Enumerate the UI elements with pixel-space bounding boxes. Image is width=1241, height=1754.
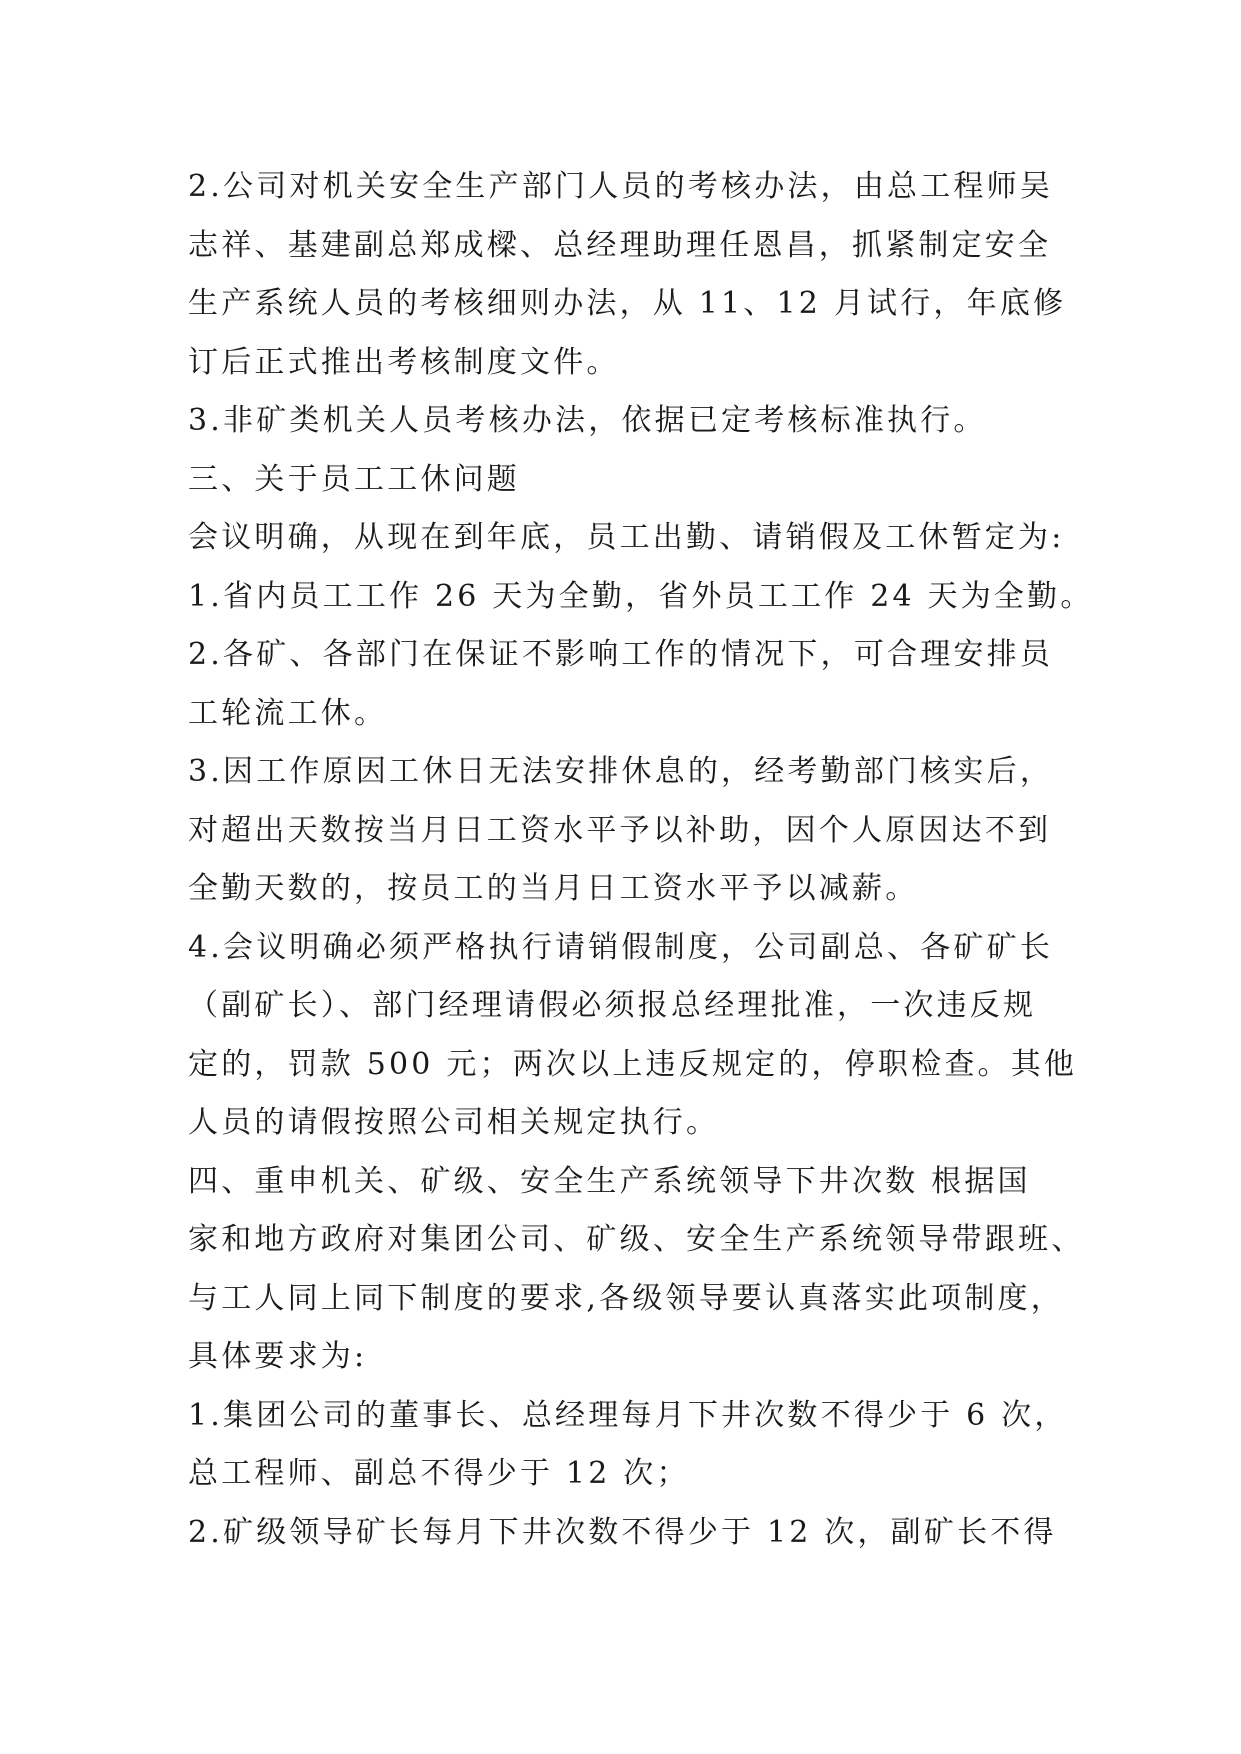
text-line: 生产系统人员的考核细则办法，从 11、12 月试行，年底修: [188, 286, 1067, 321]
section-heading: 四、重申机关、矿级、安全生产系统领导下井次数 根据国: [188, 1163, 1031, 1199]
text-line: 志祥、基建副总郑成樑、总经理助理任恩昌，抓紧制定安全: [188, 227, 1052, 263]
text-line: 会议明确，从现在到年底，员工出勤、请销假及工休暂定为:: [188, 520, 1065, 555]
section-heading: 三、关于员工工休问题: [188, 461, 520, 497]
text-line: 定的，罚款 500 元；两次以上违反规定的，停职检查。其他: [188, 1046, 1078, 1082]
text-line: 工轮流工休。: [188, 695, 388, 731]
text-line: 订后正式推出考核制度文件。: [188, 344, 620, 380]
text-line: 人员的请假按照公司相关规定执行。: [188, 1105, 720, 1140]
text-line: 3.非矿类机关人员考核办法，依据已定考核标准执行。: [188, 403, 987, 438]
text-line: 2.各矿、各部门在保证不影响工作的情况下，可合理安排员: [188, 637, 1054, 672]
text-line: 1.省内员工工作 26 天为全勤，省外员工工作 24 天为全勤。: [188, 578, 1094, 614]
document-body: [188, 158, 1094, 1562]
text-line: 全勤天数的，按员工的当月日工资水平予以减薪。: [188, 871, 919, 906]
text-line: 家和地方政府对集团公司、矿级、安全生产系统领导带跟班、: [188, 1222, 1085, 1257]
text-line: 1.集团公司的董事长、总经理每月下井次数不得少于 6 次，: [188, 1397, 1068, 1433]
text-line: 4.会议明确必须严格执行请销假制度，公司副总、各矿矿长: [188, 929, 1054, 965]
text-line: 2.矿级领导矿长每月下井次数不得少于 12 次，副矿长不得: [188, 1514, 1057, 1550]
text-line: 总工程师、副总不得少于 12 次；: [188, 1456, 690, 1491]
text-line: 对超出天数按当月日工资水平予以补助，因个人原因达不到: [188, 812, 1052, 848]
text-line: 3.因工作原因工休日无法安排休息的，经考勤部门核实后，: [188, 754, 1054, 789]
text-line: 与工人同上同下制度的要求,各级领导要认真落实此项制度，: [188, 1280, 1064, 1316]
text-line: 2.公司对机关安全生产部门人员的考核办法，由总工程师吴: [188, 169, 1054, 204]
text-line: 具体要求为:: [188, 1339, 368, 1374]
text-line: （副矿长）、部门经理请假必须报总经理批准，一次违反规: [188, 988, 1037, 1023]
